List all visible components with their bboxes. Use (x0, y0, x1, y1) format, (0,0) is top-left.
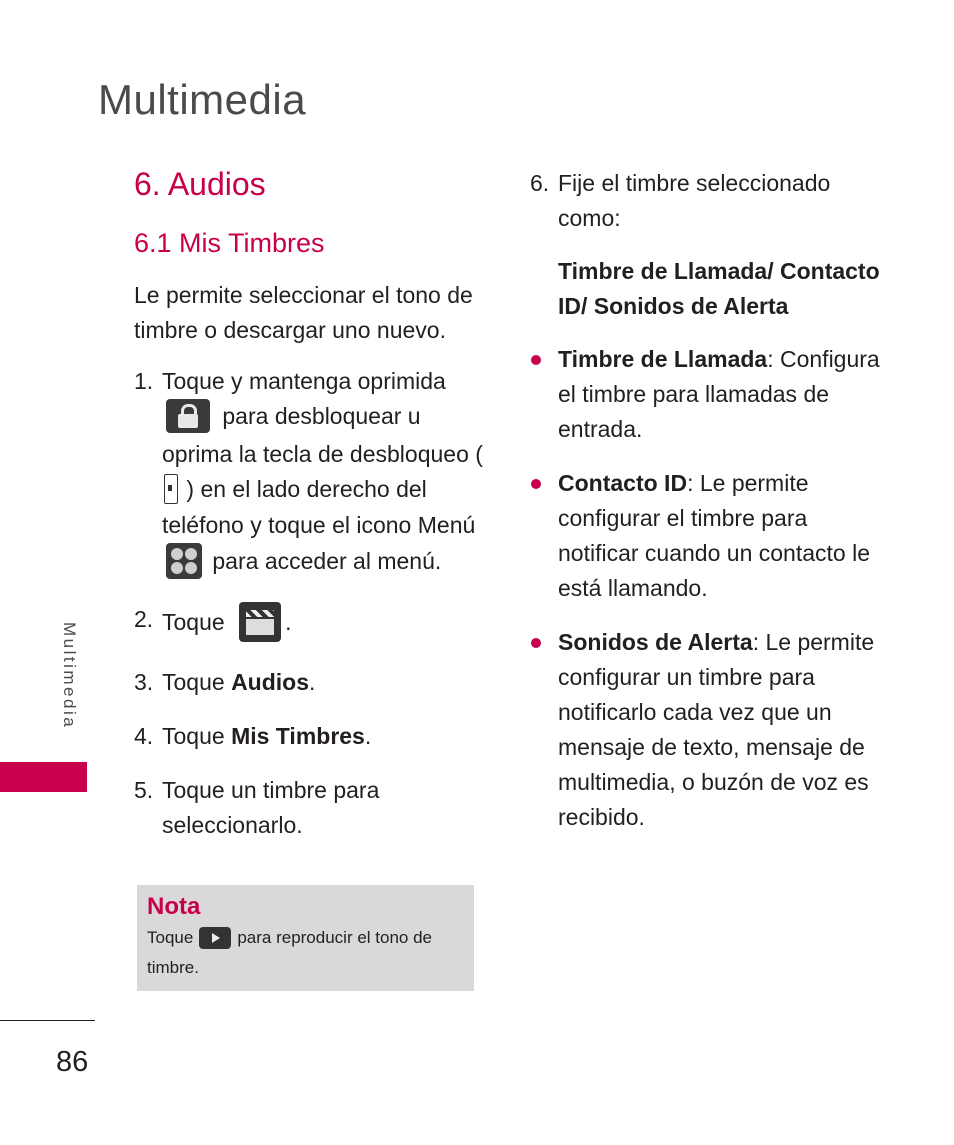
step-text: Fije el timbre seleccionado como: (558, 170, 831, 231)
footer-divider (0, 1020, 95, 1021)
side-key-icon (164, 474, 178, 504)
step-text: . (364, 722, 372, 749)
clapperboard-icon (239, 602, 281, 642)
step-1 (134, 364, 484, 583)
step-text: . (285, 609, 292, 635)
side-chapter-label: Multimedia (60, 622, 79, 730)
note-text (147, 923, 467, 983)
bullet-icon (531, 638, 541, 648)
note-text-part: Toque (147, 928, 194, 947)
bullet-description: : Le permite configurar el timbre para notificar cuando un contacto le está llamando. (558, 470, 870, 601)
step-bold-term: Audios (231, 668, 310, 695)
step-text: Toque (162, 722, 232, 749)
step-text: Toque (162, 668, 232, 695)
step-number: 1. (134, 368, 154, 394)
step-number: 2. (134, 605, 154, 632)
menu-grid-icon (166, 543, 202, 579)
step-text: para desbloquear u oprima la tecla de desbloqueo ( (162, 403, 483, 467)
side-chapter-tab (0, 762, 87, 792)
bullet-term: Contacto ID (558, 470, 688, 496)
bullet-description: : Le permite configurar un timbre para notificarlo cada vez que un mensaje de texto, mensaje de multimedia, o buzón de voz es recibido. (558, 629, 875, 830)
bullet-term: Timbre de Llamada (558, 346, 768, 372)
bullet-item (530, 466, 885, 606)
bullet-description: : Configura el timbre para llamadas de entrada. (558, 346, 880, 442)
step-text: Toque (162, 609, 225, 635)
step-text: ) en el lado derecho del teléfono y toque el icono Menú (162, 476, 476, 538)
step-text: Toque y mantenga oprimida (162, 368, 446, 394)
step-3 (134, 665, 484, 700)
ringtone-options: Timbre de Llamada/ Contacto ID/ Sonidos de Alerta (558, 258, 880, 319)
page-number: 86 (56, 1046, 89, 1078)
step-text: para acceder al menú. (212, 548, 442, 574)
step-number: 5. (134, 776, 154, 803)
lock-icon (166, 399, 210, 433)
step-text: Toque un timbre para seleccionarlo. (162, 776, 380, 838)
chapter-title: Multimedia (98, 76, 307, 123)
subsection-title: 6.1 Mis Timbres (134, 228, 325, 258)
intro-paragraph: Le permite seleccionar el tono de timbre o descargar uno nuevo. (134, 282, 473, 343)
step-5 (134, 773, 484, 843)
left-column (134, 278, 484, 862)
note-box (137, 885, 474, 991)
step-4 (134, 719, 484, 754)
bullet-term: Sonidos de Alerta (558, 629, 753, 655)
bullet-item (530, 342, 885, 447)
step-number: 3. (134, 668, 154, 695)
play-icon (199, 927, 231, 949)
note-title: Nota (147, 893, 201, 920)
step-text: . (309, 668, 316, 695)
bullet-icon (531, 355, 541, 365)
step-number: 6. (530, 170, 550, 196)
right-column (530, 166, 885, 854)
step-6 (530, 166, 885, 236)
bullet-item (530, 625, 885, 835)
bullet-icon (531, 479, 541, 489)
note-text-part: para reproducir el tono de timbre. (147, 928, 433, 977)
step-number: 4. (134, 722, 154, 749)
step-2 (134, 602, 484, 646)
step-bold-term: Mis Timbres (231, 722, 365, 749)
section-title: 6. Audios (134, 166, 266, 202)
